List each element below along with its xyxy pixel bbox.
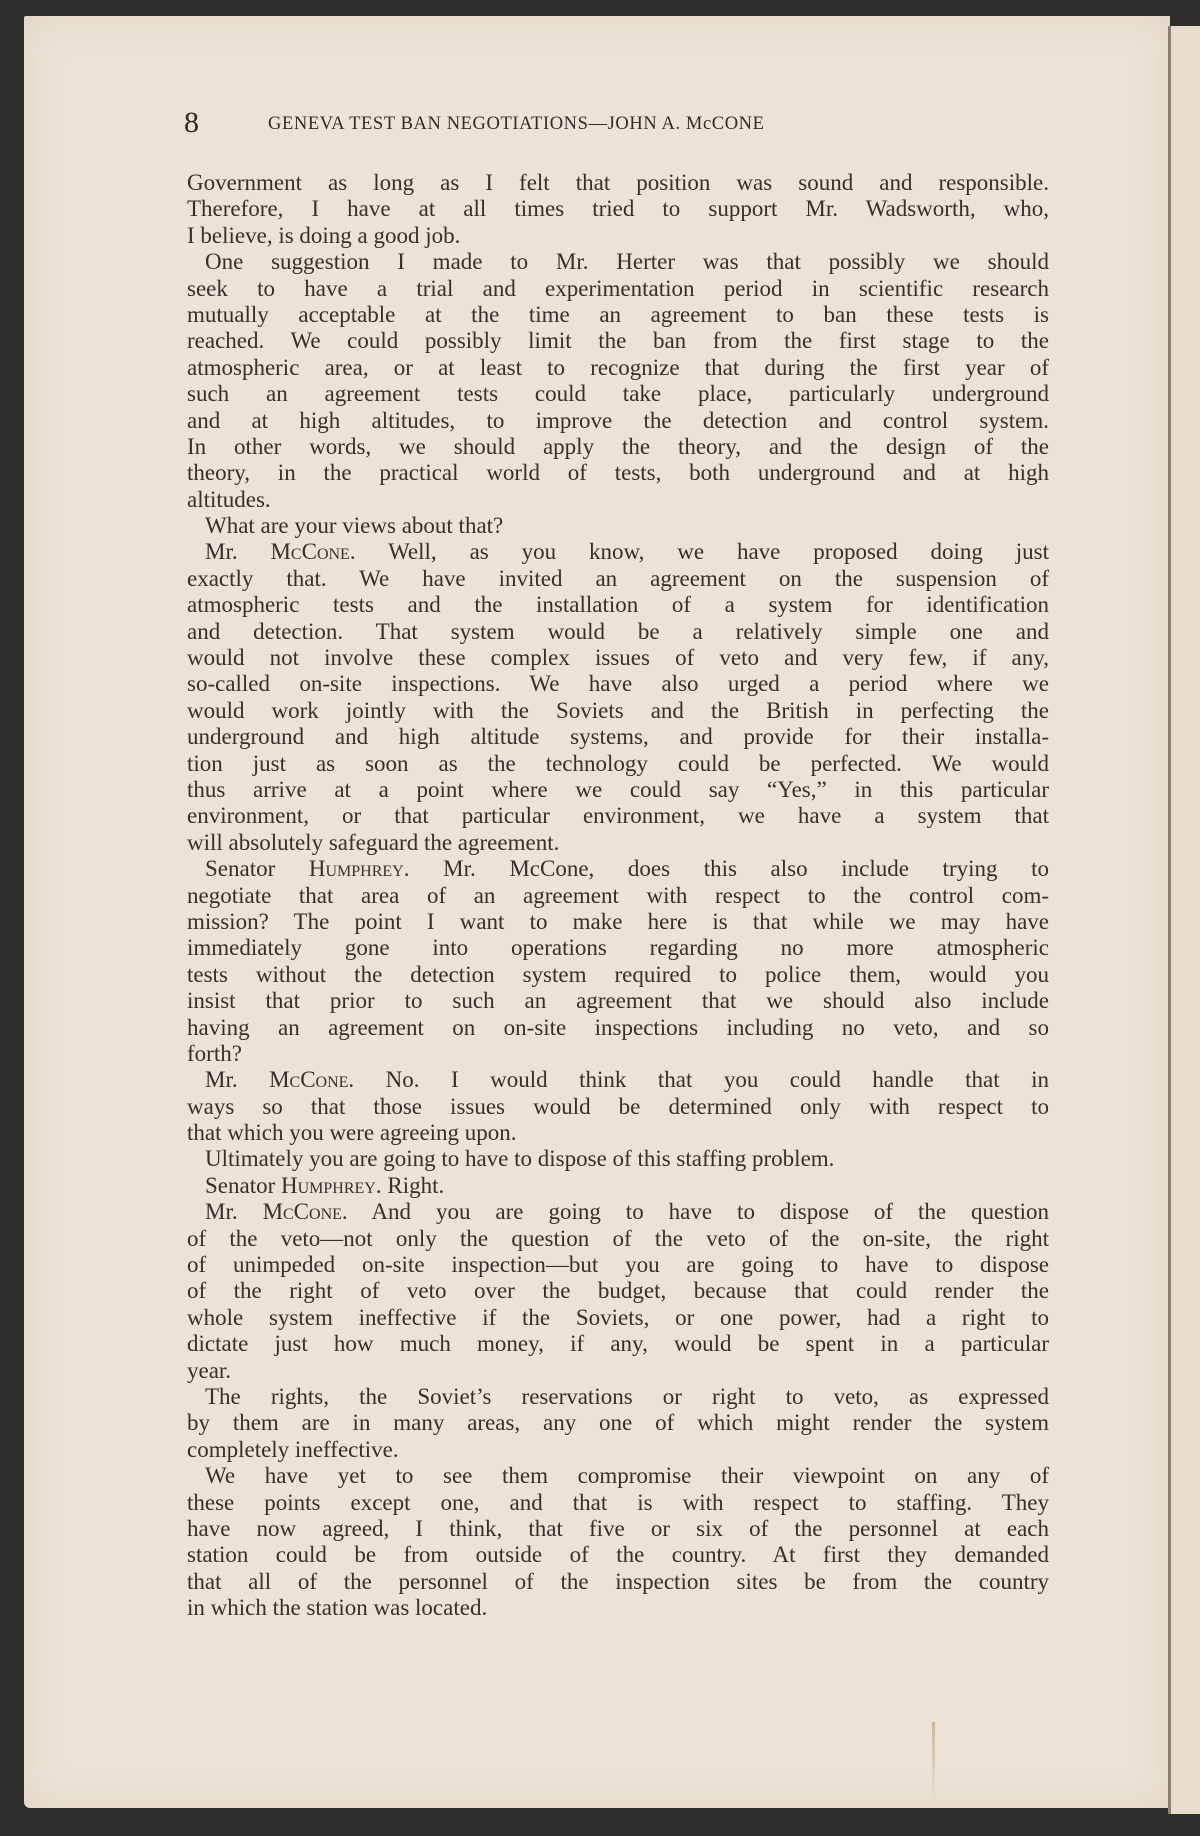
text-line [187, 170, 1049, 196]
line-text: have now agreed, I think, that five or six of the personnel at each [187, 1515, 1049, 1541]
text-line [187, 1199, 1049, 1225]
paragraph [187, 539, 1049, 856]
speaker-name: Mr. McCone. [205, 539, 356, 565]
line-text: of the veto—not only the question of the veto of the on-site, the right [187, 1225, 1049, 1251]
text-line [187, 803, 1049, 829]
text-line [187, 566, 1049, 592]
text-line [187, 1278, 1049, 1304]
text-line [187, 698, 1049, 724]
line-text: mission? The point I want to make here is that while we may have [187, 908, 1049, 934]
line-text: of unimpeded on-site inspection—but you are going to have to dispose [187, 1252, 1049, 1278]
line-text: that all of the personnel of the inspection sites be from the country [187, 1568, 1049, 1594]
line-text: insist that prior to such an agreement that we should also include [187, 988, 1049, 1014]
page-number: 8 [184, 106, 199, 139]
line-text: so-called on-site inspections. We have also urged a period where we [187, 671, 1049, 697]
paragraph [187, 1199, 1049, 1384]
line-text: would not involve these complex issues of veto and very few, if any, [187, 645, 1049, 671]
line-text: and at high altitudes, to improve the detection and control system. [187, 407, 1049, 433]
line-text: We have yet to see them compromise their viewpoint on any of [205, 1463, 1049, 1489]
text-line [187, 1041, 1049, 1067]
speaker-name: Mr. McCone. [205, 1199, 348, 1225]
line-text: dictate just how much money, if any, would be spent in a particular [187, 1331, 1049, 1357]
text-line [187, 487, 1049, 513]
line-text: atmospheric tests and the installation of a system for identification [187, 592, 1049, 618]
line-text: completely ineffective. [187, 1436, 399, 1462]
page-header [184, 106, 1014, 146]
paper-stain [932, 1722, 935, 1802]
line-text: ways so that those issues would be determined only with respect to [187, 1093, 1049, 1119]
text-line [187, 1410, 1049, 1436]
line-text: Right. [381, 1172, 445, 1198]
text-line [187, 777, 1049, 803]
text-line [187, 1173, 1049, 1199]
text-line [187, 1226, 1049, 1252]
text-line [187, 196, 1049, 222]
text-line [187, 1120, 1049, 1146]
paragraph [187, 1384, 1049, 1463]
line-text: environment, or that particular environment, we have a system that [187, 803, 1049, 829]
paragraph [187, 1463, 1049, 1621]
line-text: these points except one, and that is with respect to staffing. They [187, 1489, 1049, 1515]
text-line [187, 434, 1049, 460]
speaker-name: Senator Humphrey. [205, 1172, 382, 1198]
text-line [187, 592, 1049, 618]
line-text: theory, in the practical world of tests, both underground and at high [187, 460, 1049, 486]
text-line [187, 1094, 1049, 1120]
text-line [187, 1516, 1049, 1542]
text-line [187, 276, 1049, 302]
paragraph [187, 249, 1049, 513]
text-line [187, 962, 1049, 988]
paragraph [187, 170, 1049, 249]
text-line [187, 909, 1049, 935]
line-text: exactly that. We have invited an agreement on the suspension of [187, 565, 1049, 591]
line-text: of the right of veto over the budget, because that could render the [187, 1278, 1049, 1304]
text-line [187, 1331, 1049, 1357]
text-line [187, 381, 1049, 407]
text-line [187, 1595, 1049, 1621]
text-line [187, 1542, 1049, 1568]
line-text: reached. We could possibly limit the ban from the first stage to the [187, 328, 1049, 354]
text-line [187, 328, 1049, 354]
text-line [187, 1015, 1049, 1041]
text-line [187, 856, 1049, 882]
line-text: I believe, is doing a good job. [187, 222, 461, 248]
line-text: immediately gone into operations regarding no more atmospheric [187, 935, 1049, 961]
running-title: GENEVA TEST BAN NEGOTIATIONS—JOHN A. McCONE [268, 114, 765, 134]
line-text: What are your views about that? [205, 513, 504, 539]
line-text: such an agreement tests could take place, particularly underground [187, 381, 1049, 407]
line-text: tion just as soon as the technology could be perfected. We would [187, 750, 1049, 776]
text-line [187, 223, 1049, 249]
text-line [187, 1569, 1049, 1595]
line-text: that which you were agreeing upon. [187, 1120, 517, 1146]
text-line [187, 988, 1049, 1014]
text-line [187, 249, 1049, 275]
paragraph [187, 1173, 1049, 1199]
line-text: in which the station was located. [187, 1595, 488, 1621]
text-line [187, 671, 1049, 697]
speaker-name: Senator Humphrey. [205, 856, 410, 882]
line-text: altitudes. [187, 486, 271, 512]
line-text: Well, as you know, we have proposed doing just [355, 539, 1049, 565]
line-text: forth? [187, 1040, 242, 1066]
line-text: No. I would think that you could handle that in [354, 1067, 1050, 1093]
text-line [187, 619, 1049, 645]
text-line [187, 513, 1049, 539]
text-line [187, 935, 1049, 961]
text-line [187, 883, 1049, 909]
line-text: station could be from outside of the country. At first they demanded [187, 1542, 1049, 1568]
text-line [187, 408, 1049, 434]
line-text: tests without the detection system required to police them, would you [187, 961, 1049, 987]
line-text: seek to have a trial and experimentation period in scientific research [187, 275, 1049, 301]
text-line [187, 645, 1049, 671]
line-text: and detection. That system would be a relatively simple one and [187, 618, 1049, 644]
line-text: will absolutely safeguard the agreement. [187, 829, 560, 855]
text-line [187, 1437, 1049, 1463]
adjacent-page-edge [1168, 26, 1200, 1814]
line-text: would work jointly with the Soviets and the British in perfecting the [187, 697, 1049, 723]
text-line [187, 1067, 1049, 1093]
line-text: One suggestion I made to Mr. Herter was that possibly we should [205, 249, 1049, 275]
speaker-name: Mr. McCone. [205, 1067, 355, 1093]
line-text: Government as long as I felt that position was sound and responsible. [187, 170, 1049, 195]
text-line [187, 1490, 1049, 1516]
paragraph [187, 856, 1049, 1067]
text-line [187, 355, 1049, 381]
text-line [187, 1463, 1049, 1489]
line-text: The rights, the Soviet’s reservations or right to veto, as expressed [205, 1383, 1049, 1409]
text-line [187, 724, 1049, 750]
text-line [187, 751, 1049, 777]
text-line [187, 1358, 1049, 1384]
text-line [187, 1252, 1049, 1278]
line-text: mutually acceptable at the time an agreement to ban these tests is [187, 301, 1049, 327]
text-line [187, 302, 1049, 328]
line-text: In other words, we should apply the theory, and the design of the [187, 433, 1049, 459]
line-text: atmospheric area, or at least to recognize that during the first year of [187, 354, 1049, 380]
line-text: by them are in many areas, any one of which might render the system [187, 1410, 1049, 1436]
text-line [187, 1305, 1049, 1331]
paragraph [187, 513, 1049, 539]
line-text: underground and high altitude systems, and provide for their installa- [187, 724, 1049, 750]
line-text: negotiate that area of an agreement with respect to the control com- [187, 882, 1049, 908]
text-line [187, 1146, 1049, 1172]
text-line [187, 539, 1049, 565]
line-text: year. [187, 1357, 232, 1383]
line-text: Ultimately you are going to have to dispose of this staffing problem. [205, 1146, 835, 1172]
paragraph [187, 1146, 1049, 1172]
body-text [187, 170, 1049, 1621]
line-text: having an agreement on on-site inspections including no veto, and so [187, 1014, 1049, 1040]
paragraph [187, 1067, 1049, 1146]
line-text: Therefore, I have at all times tried to support Mr. Wadsworth, who, [187, 196, 1049, 222]
text-line [187, 830, 1049, 856]
line-text: And you are going to have to dispose of the question [347, 1199, 1050, 1225]
text-line [187, 460, 1049, 486]
line-text: whole system ineffective if the Soviets, or one power, had a right to [187, 1304, 1049, 1330]
line-text: thus arrive at a point where we could say “Yes,” in this particular [187, 776, 1049, 802]
line-text: Mr. McCone, does this also include trying to [409, 856, 1050, 882]
text-line [187, 1384, 1049, 1410]
